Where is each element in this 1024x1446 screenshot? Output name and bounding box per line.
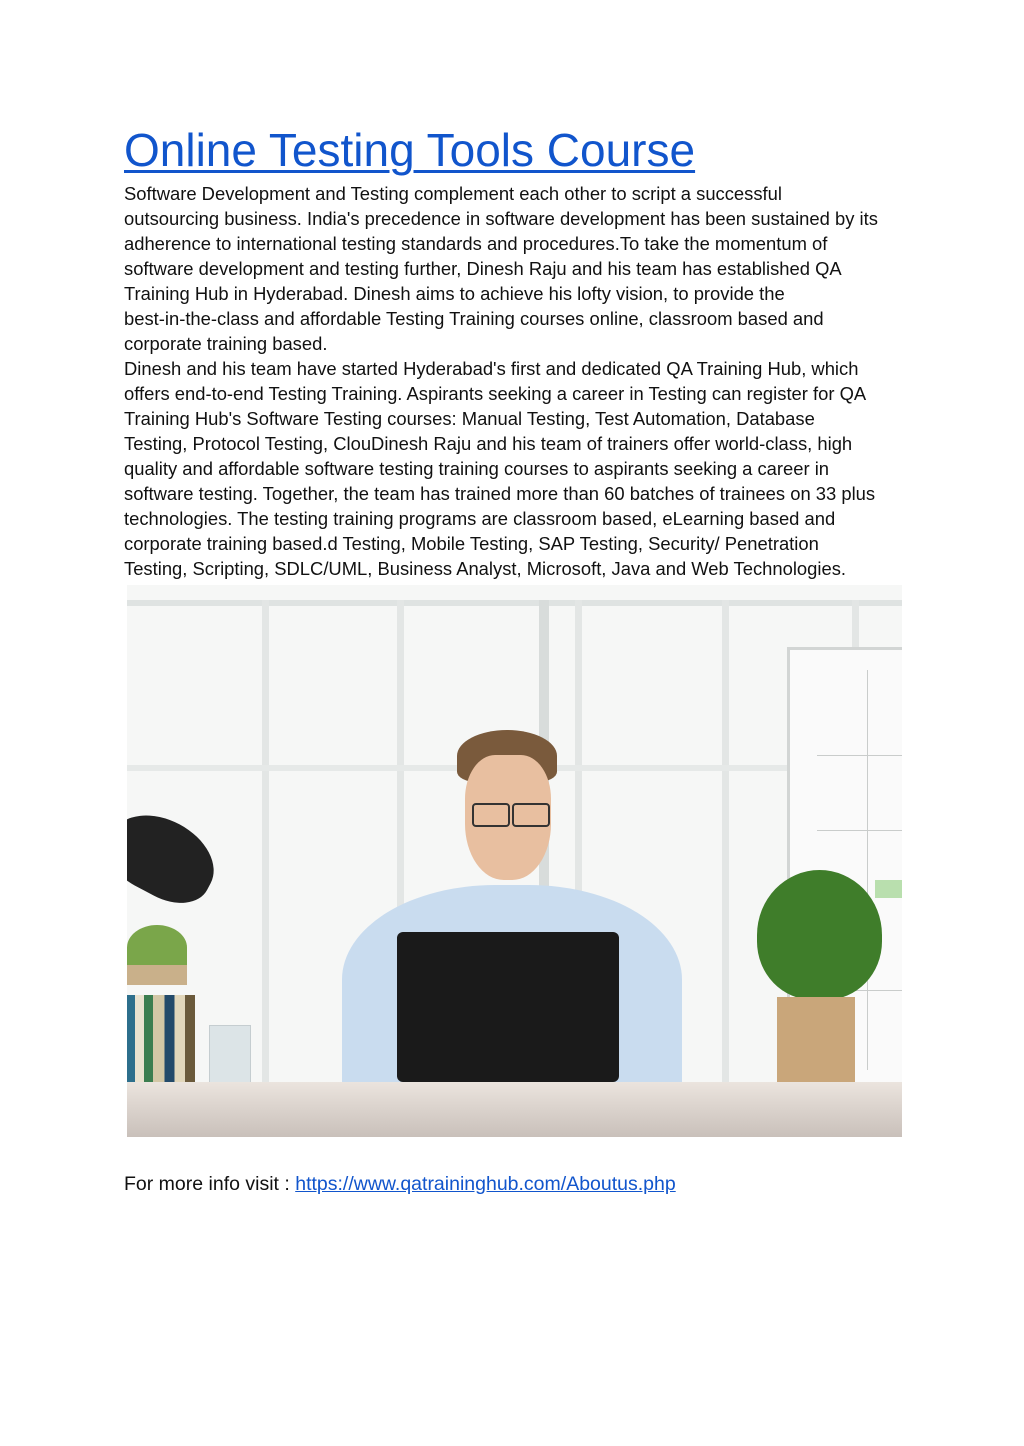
text-line: outsourcing business. India's precedence in software development has been sustained by its: [124, 208, 878, 229]
text-line: software development and testing further, Dinesh Raju and his team has established QA: [124, 258, 842, 279]
text-line: offers end-to-end Testing Training. Aspirants seeking a career in Testing can register for QA: [124, 383, 867, 404]
text-line: Training Hub in Hyderabad. Dinesh aims to achieve his lofty vision, to provide the: [124, 283, 785, 304]
text-line: Training Hub's Software Testing courses: Manual Testing, Test Automation, Database: [124, 408, 815, 429]
text-line: corporate training based.d Testing, Mobile Testing, SAP Testing, Security/ Penetration: [124, 533, 819, 554]
footer-label: For more info visit :: [124, 1173, 296, 1195]
text-line: Testing, Scripting, SDLC/UML, Business Analyst, Microsoft, Java and Web Technologies.: [124, 558, 847, 579]
text-line: corporate training based.: [124, 333, 328, 354]
text-line: software testing. Together, the team has trained more than 60 batches of trainees on 33 plus: [124, 483, 876, 504]
text-line: Testing, Protocol Testing, ClouDinesh Raju and his team of trainers offer world-class, high: [124, 433, 853, 454]
page-title-link[interactable]: Online Testing Tools Course: [124, 124, 696, 176]
text-line: best-in-the-class and affordable Testing Training courses online, classroom based and: [124, 308, 824, 329]
about-us-link[interactable]: https://www.qatraininghub.com/Aboutus.php: [295, 1173, 676, 1195]
intro-paragraph: [124, 181, 878, 356]
text-line: quality and affordable software testing training courses to aspirants seeking a career in: [124, 458, 830, 479]
text-line: Software Development and Testing complement each other to script a successful: [124, 183, 782, 204]
footer-info: [124, 1171, 676, 1197]
text-line: Dinesh and his team have started Hyderabad's first and dedicated QA Training Hub, which: [124, 358, 859, 379]
text-line: adherence to international testing standards and procedures.To take the momentum of: [124, 233, 828, 254]
details-paragraph: [124, 356, 875, 581]
text-line: technologies. The testing training programs are classroom based, eLearning based and: [124, 508, 836, 529]
man-with-laptop-photo: [127, 585, 902, 1137]
